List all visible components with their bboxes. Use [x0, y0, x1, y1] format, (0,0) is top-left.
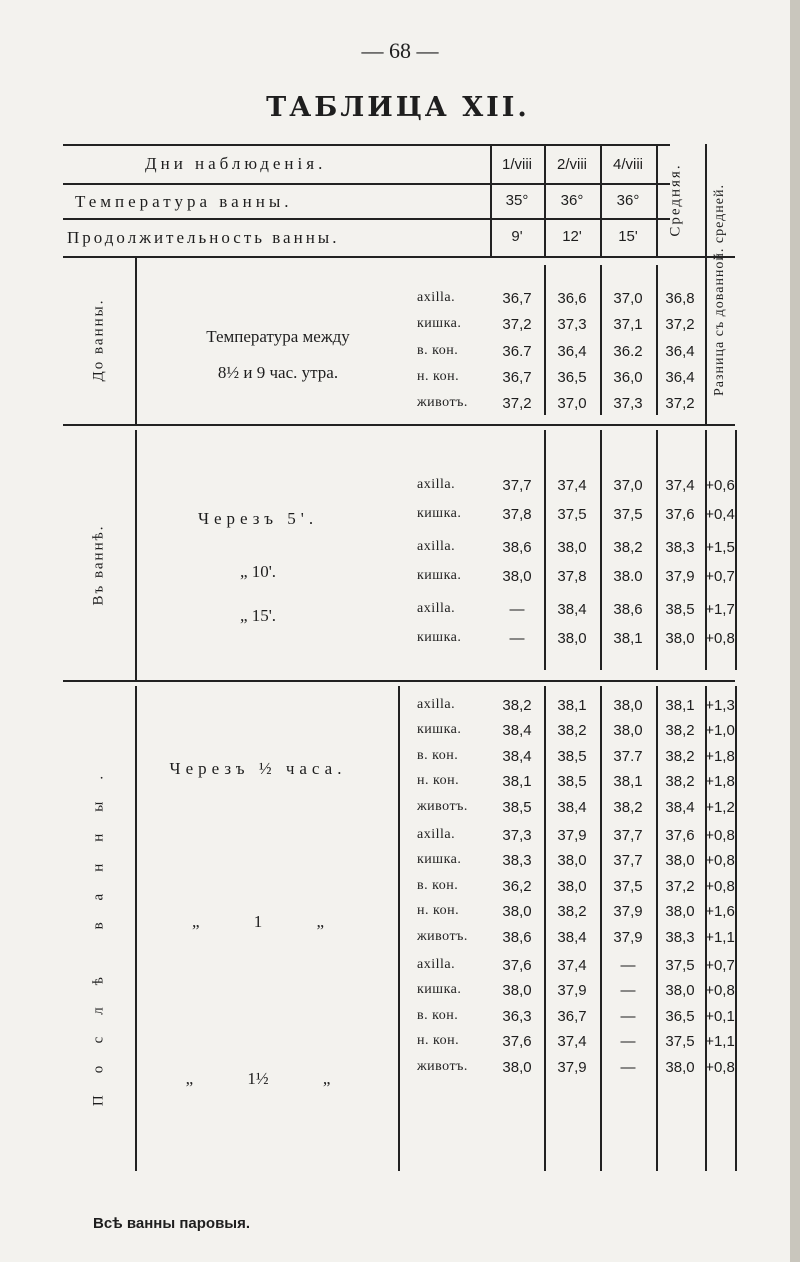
temperature-value: 37,1	[613, 316, 643, 334]
table-title: ТАБЛИЦА XII.	[266, 92, 530, 123]
site-label: axilla.	[417, 477, 456, 492]
rule	[63, 218, 670, 220]
page-edge	[790, 0, 800, 1262]
difference-value: +0,6	[705, 477, 735, 494]
temperature-value: 38,0	[613, 722, 643, 740]
site-label: axilla.	[417, 957, 456, 972]
section-label: Въ ваннѣ.	[90, 524, 107, 606]
mean-value: 37,5	[665, 957, 695, 974]
site-label: н. кон.	[417, 903, 460, 919]
temperature-value: 37,3	[557, 316, 587, 334]
difference-value: +0,8	[705, 852, 735, 870]
temperature-value: 37,9	[613, 928, 643, 946]
day-header: 2/viii	[556, 156, 588, 173]
temperature-value: 38,0	[557, 877, 587, 895]
temperature-value: 38,5	[502, 798, 532, 816]
rule	[63, 183, 670, 185]
rule	[544, 686, 546, 1171]
temperature-value: —	[509, 601, 525, 619]
site-label: axilla.	[417, 697, 456, 712]
duration: 15'	[618, 228, 638, 245]
site-label: axilla.	[417, 601, 456, 617]
temperature-value: 38,0	[613, 697, 643, 714]
temperature-value: 38,0	[502, 567, 532, 585]
group-label: Черезъ ½ часа.	[169, 759, 347, 778]
duration: 9'	[511, 228, 523, 245]
mean-value: 38,2	[665, 722, 695, 740]
site-label: н. кон.	[417, 1033, 460, 1049]
difference-value: +1,2	[705, 798, 735, 816]
temperature-value: 37,8	[502, 505, 532, 523]
temperature-value: 37,5	[557, 505, 587, 523]
temperature-value: 36,4	[557, 342, 587, 360]
difference-value: +1,8	[705, 773, 735, 791]
temperature-value: 37,5	[613, 877, 643, 895]
temperature-value: —	[620, 1033, 636, 1051]
temperature-value: 38,1	[613, 630, 643, 647]
difference-value: +0,8	[705, 827, 735, 844]
rule	[398, 686, 400, 1171]
temperature-value: 36.7	[502, 342, 532, 360]
temperature-value: 38,1	[557, 697, 587, 714]
group-label: „ 15'.	[239, 606, 277, 625]
temperature-value: 37,9	[613, 903, 643, 921]
mean-value: 37,5	[665, 1033, 695, 1051]
temperature-value: 38,0	[502, 1058, 532, 1076]
temperature-value: 38,1	[502, 773, 532, 791]
temperature-value: —	[620, 982, 636, 1000]
temperature-value: 38,0	[557, 630, 587, 647]
temperature-value: 38.0	[613, 567, 643, 585]
difference-value: +0,8	[705, 877, 735, 895]
temperature-value: 38,2	[557, 903, 587, 921]
temperature-value: —	[620, 1007, 636, 1025]
mean-value: 38,4	[665, 798, 695, 816]
temperature-value: 37,4	[557, 1033, 587, 1051]
mean-value: 38,3	[665, 928, 695, 946]
rule	[600, 144, 602, 256]
rule	[600, 265, 602, 415]
temperature-value: 36,2	[502, 877, 532, 895]
temperature-value: 36,5	[557, 368, 587, 386]
rule	[135, 686, 137, 1171]
rule	[63, 680, 735, 682]
site-label: н. кон.	[417, 773, 460, 789]
temperature-value: 38,2	[502, 697, 532, 714]
group-label: „ 10'.	[239, 562, 277, 581]
mean-value: 37,9	[665, 567, 695, 585]
temperature-value: 38,5	[557, 747, 587, 765]
difference-value: +1,7	[705, 601, 735, 619]
rule	[600, 686, 602, 1171]
temperature-value: 36.2	[613, 342, 643, 360]
temperature-value: 38,6	[613, 601, 643, 619]
mean-value: 38,1	[665, 697, 695, 714]
mean-value: 38,0	[665, 903, 695, 921]
rule	[63, 424, 735, 426]
rule	[63, 256, 735, 258]
temperature-value: 38,2	[557, 722, 587, 740]
temperature-value: 36,3	[502, 1007, 532, 1025]
bath-temp-label: Температура ванны.	[75, 192, 293, 211]
temperature-value: 38,2	[613, 798, 643, 816]
temperature-value: 37,3	[613, 395, 643, 413]
rule	[135, 256, 137, 424]
rule	[656, 144, 658, 256]
site-label: axilla.	[417, 539, 456, 555]
temperature-value: 38,0	[502, 982, 532, 1000]
mean-value: 37,4	[665, 477, 695, 494]
site-label: в. кон.	[417, 877, 459, 893]
rule	[544, 144, 546, 256]
mean-value: 38,2	[665, 773, 695, 791]
difference-value: +0,4	[705, 505, 735, 523]
difference-value: +1,0	[705, 722, 735, 740]
rule	[63, 144, 670, 146]
temperature-value: 37,9	[557, 827, 587, 844]
bath-temp: 35°	[505, 192, 529, 209]
temperature-value: 38,4	[502, 722, 532, 740]
site-label: axilla.	[417, 290, 456, 305]
day-header: 1/viii	[501, 156, 533, 173]
temperature-value: 37,4	[557, 477, 587, 494]
temperature-value: 38,1	[613, 773, 643, 791]
site-label: кишка.	[417, 982, 462, 998]
difference-value: +1,8	[705, 747, 735, 765]
temperature-value: 37,3	[502, 827, 532, 844]
temperature-value: —	[620, 957, 636, 974]
rule	[490, 144, 492, 256]
group-label: Черезъ 5'.	[197, 509, 319, 528]
mean-value: 36,4	[665, 342, 695, 360]
temperature-value: 37,2	[502, 395, 532, 413]
group-label: „ 1½ „	[185, 1069, 331, 1088]
difference-value: +0,8	[705, 1058, 735, 1076]
temperature-value: 37,0	[557, 395, 587, 413]
footnote: Всѣ ванны паровыя.	[93, 1215, 251, 1232]
mean-value: 38,2	[665, 747, 695, 765]
section-label: До ванны.	[90, 298, 107, 382]
temperature-value: 36,0	[613, 368, 643, 386]
mean-value: 38,0	[665, 1058, 695, 1076]
site-label: кишка.	[417, 630, 462, 645]
temperature-value: 37,6	[502, 957, 532, 974]
site-label: животъ.	[417, 1058, 468, 1074]
rule	[705, 144, 707, 424]
mean-column-label: Средняя.	[667, 163, 684, 237]
mean-value: 38,0	[665, 852, 695, 870]
site-label: кишка.	[417, 316, 462, 332]
site-label: axilla.	[417, 827, 456, 842]
rule	[544, 430, 546, 670]
temperature-value: 37,7	[613, 827, 643, 844]
mean-value: 38,3	[665, 539, 695, 557]
temperature-value: 37,4	[557, 957, 587, 974]
site-label: кишка.	[417, 722, 462, 738]
section-label: Послѣ ванны.	[90, 753, 107, 1107]
site-label: н. кон.	[417, 368, 460, 384]
temperature-value: 38,0	[502, 903, 532, 921]
mean-value: 36,4	[665, 368, 695, 386]
temperature-value: 38,0	[557, 852, 587, 870]
site-label: кишка.	[417, 505, 462, 521]
difference-value: +0,7	[705, 567, 735, 585]
day-header: 4/viii	[612, 156, 644, 173]
site-label: в. кон.	[417, 342, 459, 358]
rule	[656, 686, 658, 1171]
difference-value: +1,1	[705, 1033, 735, 1051]
rule	[735, 430, 737, 670]
difference-value: +0,8	[705, 630, 735, 647]
difference-value: +1,6	[705, 903, 735, 921]
temperature-value: 37,8	[557, 567, 587, 585]
rule	[735, 686, 737, 1171]
temperature-value: 38,3	[502, 852, 532, 870]
temperature-value: 38,0	[557, 539, 587, 557]
difference-value: +0,7	[705, 957, 735, 974]
mean-value: 37,2	[665, 395, 695, 413]
site-label: в. кон.	[417, 747, 459, 763]
site-label: животъ.	[417, 798, 468, 814]
mean-value: 36,8	[665, 290, 695, 307]
difference-value: +1,5	[705, 539, 735, 557]
page-number: — 68 —	[361, 38, 439, 63]
rule	[135, 430, 137, 680]
site-label: животъ.	[417, 395, 468, 411]
group-label: „ 1 „	[191, 912, 325, 931]
group-label: 8½ и 9 час. утра.	[217, 363, 339, 382]
mean-value: 37,6	[665, 827, 695, 844]
temperature-value: 38,6	[502, 928, 532, 946]
temperature-value: 36,7	[557, 1007, 587, 1025]
difference-value: +1,3	[705, 697, 735, 714]
temperature-value: 38,4	[502, 747, 532, 765]
difference-value: +1,1	[705, 928, 735, 946]
rule	[656, 265, 658, 415]
days-label: Дни наблюденія.	[145, 154, 327, 173]
temperature-value: 37,7	[502, 477, 532, 494]
group-label: Температура между	[206, 327, 350, 346]
mean-value: 37,2	[665, 877, 695, 895]
temperature-value: 36,6	[557, 290, 587, 307]
rule	[600, 430, 602, 670]
temperature-value: —	[620, 1058, 636, 1076]
temperature-value: 37,9	[557, 982, 587, 1000]
bath-temp: 36°	[616, 192, 640, 209]
bath-temp: 36°	[560, 192, 584, 209]
temperature-value: 38,6	[502, 539, 532, 557]
temperature-value: 37,6	[502, 1033, 532, 1051]
temperature-value: 37,2	[502, 316, 532, 334]
site-label: кишка.	[417, 852, 462, 868]
site-label: животъ.	[417, 928, 468, 944]
temperature-value: 37,7	[613, 852, 643, 870]
temperature-value: 38,4	[557, 928, 587, 946]
rule	[656, 430, 658, 670]
mean-value: 36,5	[665, 1007, 695, 1025]
site-label: кишка.	[417, 567, 462, 583]
temperature-value: 37,0	[613, 477, 643, 494]
mean-value: 38,5	[665, 601, 695, 619]
temperature-value: 37,9	[557, 1058, 587, 1076]
temperature-value: 38,4	[557, 798, 587, 816]
temperature-value: 36,7	[502, 368, 532, 386]
temperature-value: —	[509, 630, 525, 647]
temperature-value: 37,5	[613, 505, 643, 523]
mean-value: 38,0	[665, 630, 695, 647]
difference-column-label: Разница съ дованной. средней.	[712, 184, 727, 396]
temperature-value: 38,2	[613, 539, 643, 557]
mean-value: 38,0	[665, 982, 695, 1000]
mean-value: 37,6	[665, 505, 695, 523]
mean-value: 37,2	[665, 316, 695, 334]
temperature-value: 38,4	[557, 601, 587, 619]
duration-label: Продолжительность ванны.	[67, 228, 340, 247]
temperature-value: 38,5	[557, 773, 587, 791]
temperature-value: 37,0	[613, 290, 643, 307]
site-label: в. кон.	[417, 1007, 459, 1023]
difference-value: +0,1	[705, 1007, 735, 1025]
duration: 12'	[562, 228, 582, 245]
rule	[544, 265, 546, 415]
temperature-value: 36,7	[502, 290, 532, 307]
temperature-value: 37.7	[613, 747, 643, 765]
difference-value: +0,8	[705, 982, 735, 1000]
